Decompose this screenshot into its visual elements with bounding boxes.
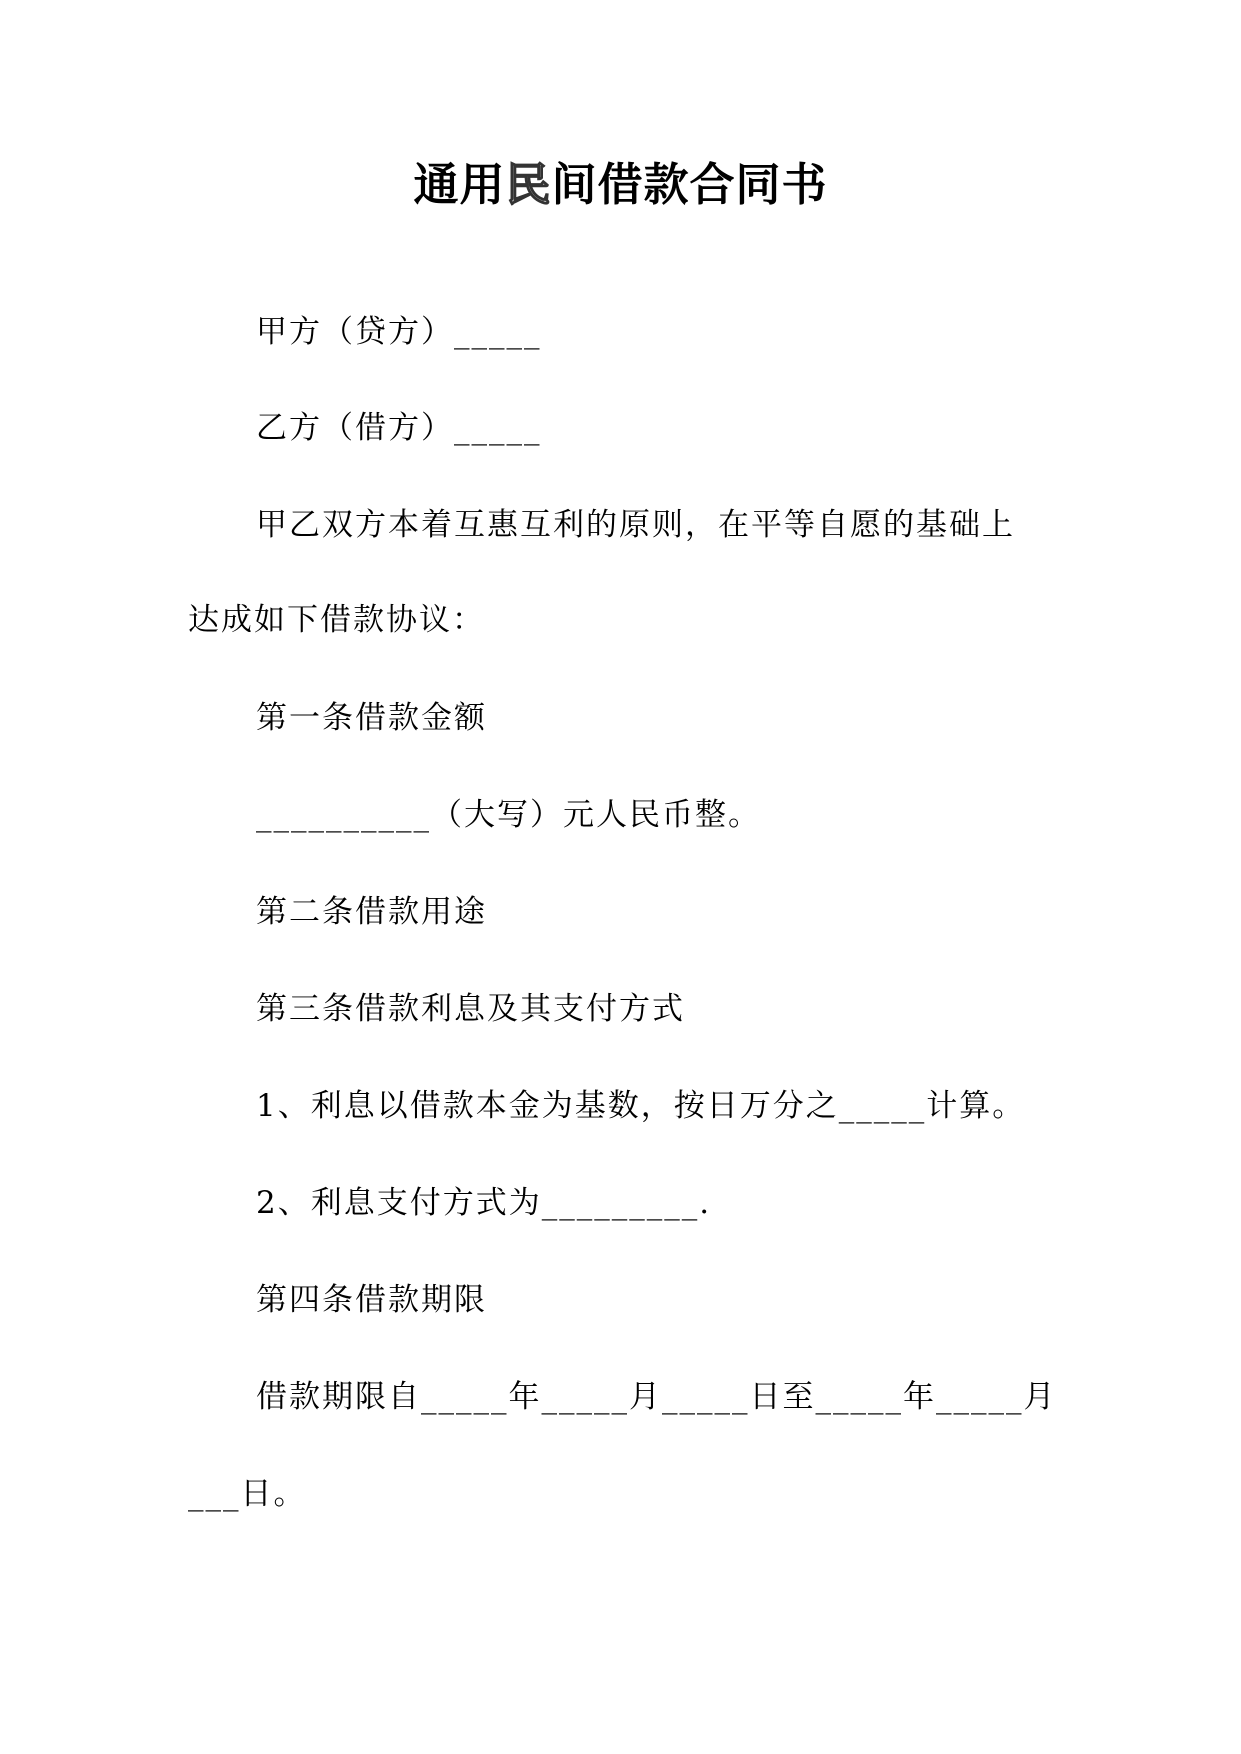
borrower-line: 乙方（借方）_____ xyxy=(256,410,542,446)
interest-clause-2: 2、利息支付方式为_________. xyxy=(256,1185,712,1221)
title-part-3: 间借款合同书 xyxy=(551,158,828,211)
article-3-heading: 第三条借款利息及其支付方式 xyxy=(256,991,685,1027)
preamble-line-2: 达成如下借款协议： xyxy=(188,602,485,638)
loan-term-line-1: 借款期限自_____年_____月_____日至_____年_____月 xyxy=(256,1379,1057,1415)
loan-amount-line: __________（大写）元人民币整。 xyxy=(256,797,761,833)
document-title xyxy=(0,155,1241,215)
article-1-heading: 第一条借款金额 xyxy=(256,700,487,736)
preamble-line-1: 甲乙双方本着互惠互利的原则，在平等自愿的基础上 xyxy=(256,507,1015,543)
loan-term-line-2: ___日。 xyxy=(188,1476,307,1512)
lender-line: 甲方（贷方）_____ xyxy=(256,314,542,350)
title-part-1: 通用 xyxy=(413,158,506,211)
interest-clause-1: 1、利息以借款本金为基数，按日万分之_____计算。 xyxy=(256,1088,1026,1124)
article-4-heading: 第四条借款期限 xyxy=(256,1282,487,1318)
title-outlined-character: 民 xyxy=(505,158,552,211)
article-2-heading: 第二条借款用途 xyxy=(256,894,487,930)
